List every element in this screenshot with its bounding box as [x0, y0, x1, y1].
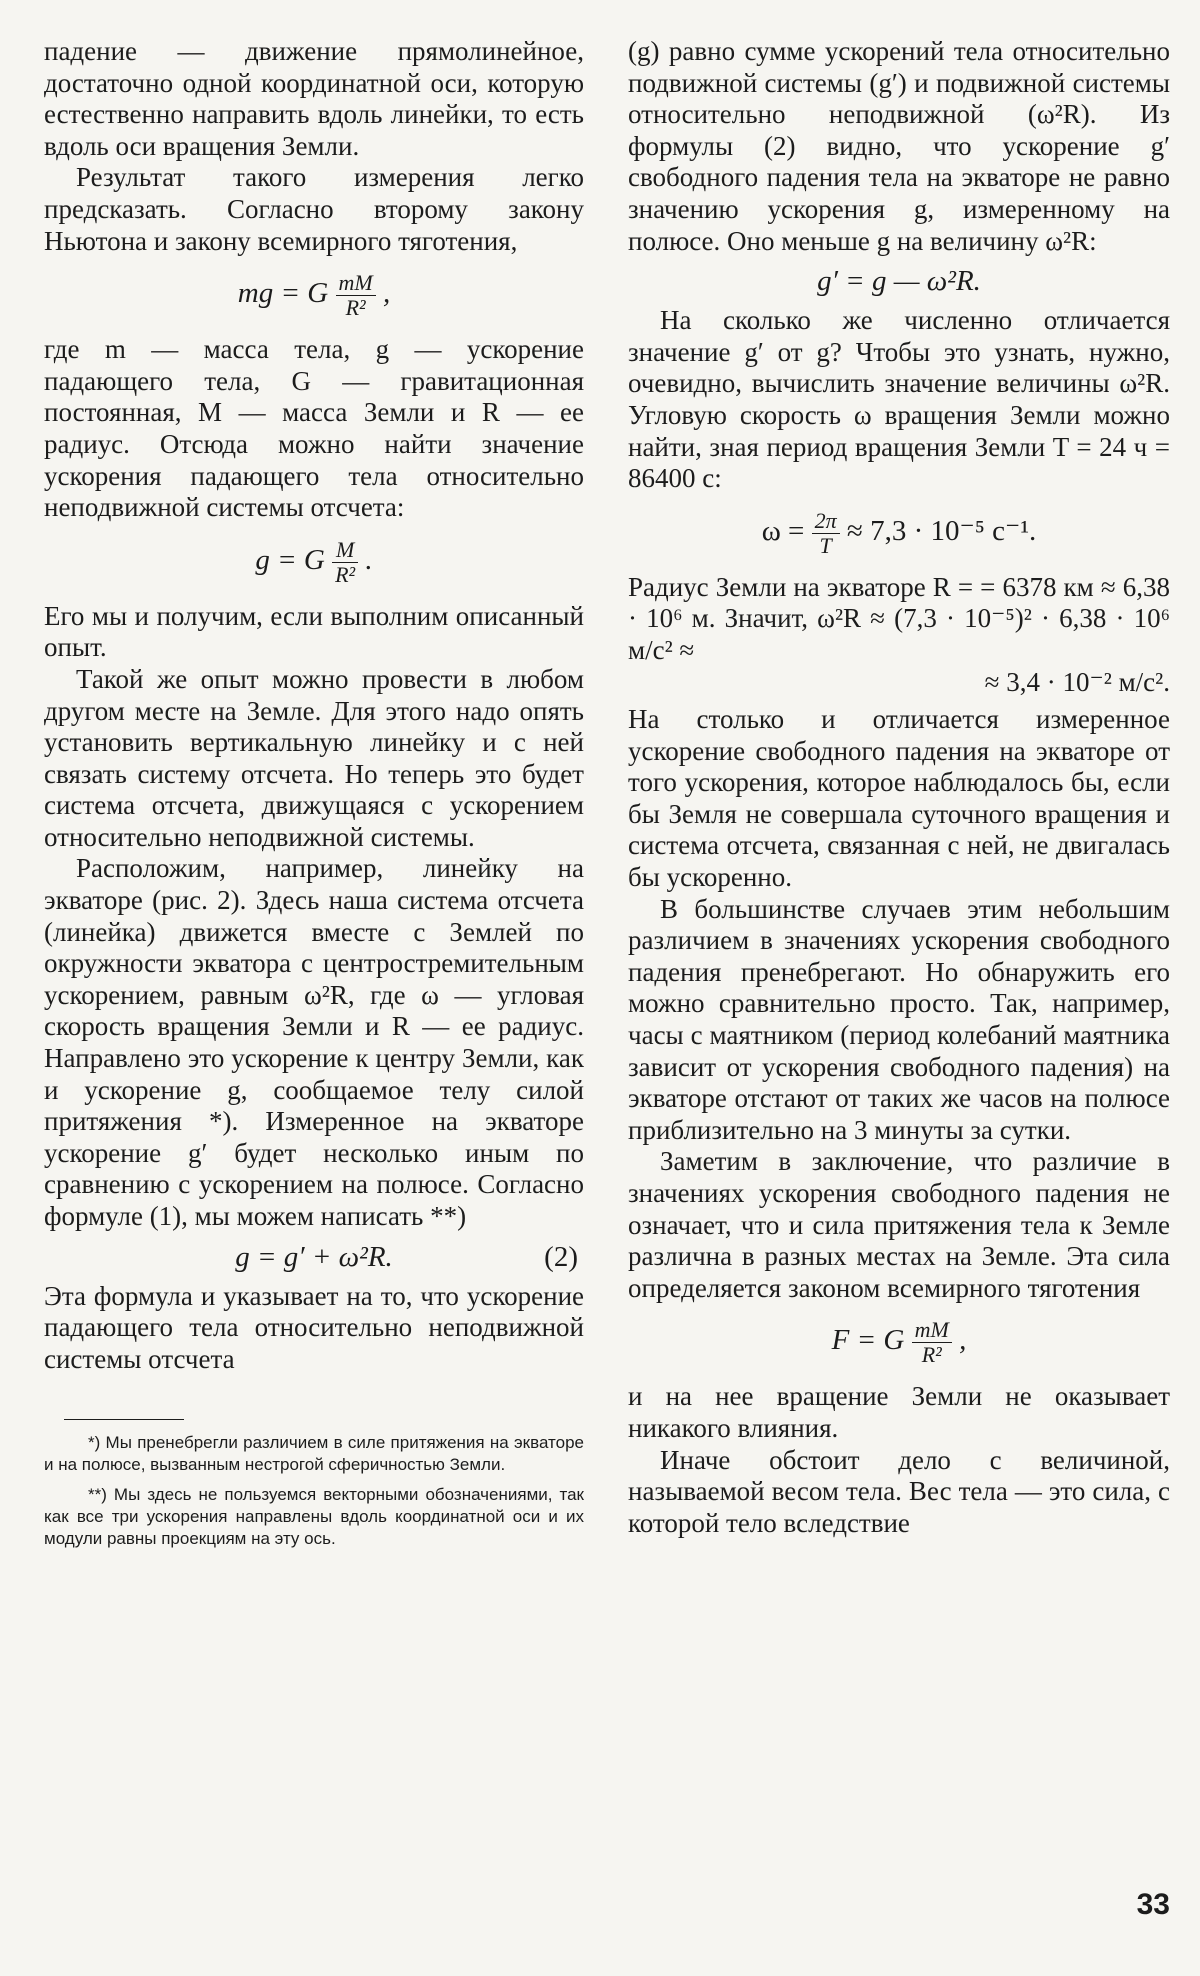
fraction-numerator: mM: [912, 1318, 952, 1343]
formula-lhs: g = G: [255, 543, 325, 576]
paragraph: (g) равно сумме ускорений тела относительно подвижной системы (g′) и подвижной системы относительно неподвижной (ω²R). Из формулы (2) видно, что ускорение g′ свободного падения тела на экваторе не равно значению ускорения g, измеренному на полюсе. Оно меньше g на величину ω²R:: [628, 36, 1170, 256]
paragraph: Такой же опыт можно провести в любом другом месте на Земле. Для этого надо опять установить вертикальную линейку и с ней связать систему отсчета. Но теперь это будет система отсчета, движущаяся с ускорением относительно неподвижной системы.: [44, 663, 584, 852]
page-number: 33: [1136, 1888, 1170, 1921]
formula-lhs: mg = G: [237, 277, 329, 310]
right-column: [628, 36, 1170, 1539]
formula-g: [44, 538, 584, 587]
formula-fraction: [332, 538, 358, 587]
formula-lhs: F = G: [831, 1324, 905, 1357]
formula-tail: ≈ 7,3 · 10⁻⁵ с⁻¹.: [846, 514, 1037, 547]
formula-omega: [628, 509, 1170, 558]
formula-force: [628, 1318, 1170, 1367]
paragraph: Его мы и получим, если выполним описанный опыт.: [44, 600, 584, 663]
footnote: **) Мы здесь не пользуемся векторными обозначениями, так как все три ускорения направлены вдоль координатной оси и их модули равны проекциям на эту ось.: [44, 1485, 584, 1549]
fraction-denominator: R²: [345, 295, 366, 321]
formula-lhs: ω =: [761, 514, 805, 547]
fraction-denominator: R²: [921, 1342, 942, 1368]
formula-body: g′ = g — ω²R.: [817, 265, 981, 298]
formula-2: [44, 1237, 584, 1277]
formula-g-prime: [628, 261, 1170, 301]
formula-tail: ,: [959, 1324, 967, 1357]
paragraph: где m — масса тела, g — ускорение падающего тела, G — гравитационная постоянная, M — масса Земли и R — ее радиус. Отсюда можно найти значение ускорения падающего тела относительно неподвижной системы отсчета:: [44, 334, 584, 523]
paragraph: падение — движение прямолинейное, достаточно одной координатной оси, которую естественно направить вдоль линейки, то есть вдоль оси вращения Земли.: [44, 36, 584, 161]
fraction-numerator: 2π: [812, 509, 840, 534]
formula-fraction: [812, 509, 840, 558]
paragraph-result: ≈ 3,4 · 10⁻² м/с².: [984, 666, 1170, 697]
formula-gravity-law: [44, 271, 584, 320]
paragraph: Иначе обстоит дело с величиной, называемой весом тела. Вес тела — это сила, с которой тело вследствие: [628, 1444, 1170, 1538]
fraction-denominator: T: [819, 532, 832, 558]
paragraph: Заметим в заключение, что различие в значениях ускорения свободного падения не означает, что и сила притяжения тела к Земле различна в разных местах на Земле. Эта сила определяется законом всемирного тяготения: [628, 1146, 1170, 1303]
formula-tail: .: [365, 543, 373, 576]
paragraph: Расположим, например, линейку на экваторе (рис. 2). Здесь наша система отсчета (линейка) движется вместе с Землей по окружности экватора с центростремительным ускорением, равным ω²R, где ω — угловая скорость вращения Земли и R — ее радиус. Направлено это ускорение к центру Земли, как и ускорение g, сообщаемое телу силой притяжения *). Измеренное на экваторе ускорение g′ будет несколько иным по сравнению с ускорением на полюсе. Согласно формуле (1), мы можем написать **): [44, 853, 584, 1231]
paragraph: Эта формула и указывает на то, что ускорение падающего тела относительно неподвижной системы отсчета: [44, 1280, 584, 1374]
fraction-numerator: mM: [336, 271, 376, 296]
formula-tail: ,: [382, 277, 391, 310]
paragraph: и на нее вращение Земли не оказывает никакого влияния.: [628, 1381, 1170, 1443]
left-column: [44, 36, 584, 1558]
formula-number: (2): [544, 1240, 578, 1273]
footnote: *) Мы пренебрегли различием в силе притяжения на экваторе и на полюсе, вызванным нестрогой сферичностью Земли.: [44, 1433, 584, 1475]
paragraph: На столько и отличается измеренное ускорение свободного падения на экваторе от того ускорения, которое наблюдалось бы, если бы Земля не совершала суточного вращения и система отсчета, связанная с ней, не двигалась бы ускоренно.: [628, 704, 1170, 893]
formula-fraction: [336, 271, 376, 320]
formula-fraction: [912, 1318, 952, 1367]
paragraph: На сколько же численно отличается значение g′ от g? Чтобы это узнать, нужно, очевидно, вычислить значение величины ω²R. Угловую скорость ω вращения Земли можно найти, зная период вращения Земли T = 24 ч = 86400 с:: [628, 305, 1170, 494]
paragraph: В большинстве случаев этим небольшим различием в значениях ускорения свободного падения пренебрегают. Но обнаружить его можно сравнительно просто. Так, например, часы с маятником (период колебаний маятника зависит от ускорения свободного падения) на экваторе отстают от таких же часов на полюсе приблизительно на 3 минуты за сутки.: [628, 893, 1170, 1145]
paragraph: Радиус Земли на экваторе R = = 6378 км ≈ 6,38 · 10⁶ м. Значит, ω²R ≈ (7,3 · 10⁻⁵)² · 6,38 · 10⁶ м/с² ≈: [628, 571, 1170, 665]
fraction-numerator: M: [332, 538, 358, 563]
footnote-divider: [64, 1419, 184, 1420]
formula-body: g = g′ + ω²R.: [235, 1240, 393, 1273]
paragraph: Результат такого измерения легко предсказать. Согласно второму закону Ньютона и закону всемирного тяготения,: [44, 162, 584, 256]
fraction-denominator: R²: [335, 561, 356, 587]
